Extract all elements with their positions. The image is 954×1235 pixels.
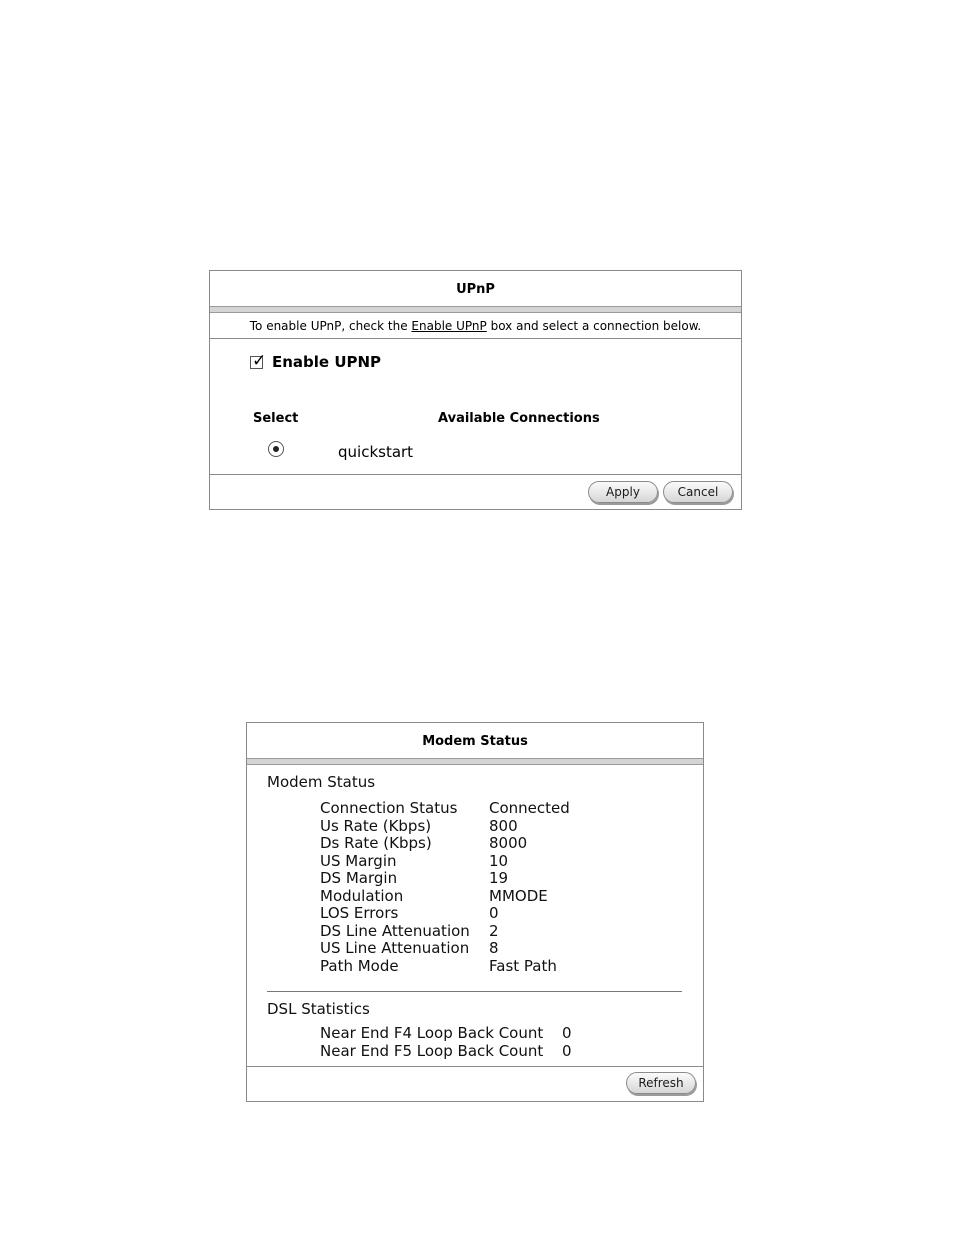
instruction-suffix: box and select a connection below. [486,319,702,333]
stat-label: Connection Status [320,799,458,817]
stat-value: MMODE [489,886,548,905]
stat-value: 10 [489,851,509,870]
modem-status-section-label: Modem Status [267,773,376,791]
check-icon: ✓ [252,351,267,371]
stat-value: Fast Path [489,956,557,975]
enable-upnp-checkbox[interactable] [250,351,267,371]
section-separator [267,991,682,992]
upnp-divider-bottom [210,474,741,475]
select-header: Select [253,411,299,426]
modem-title: Modem Status [422,734,528,749]
dsl-statistics-section-label: DSL Statistics [267,1000,370,1018]
upnp-title-bar [210,306,741,313]
upnp-divider-top [210,338,741,339]
stat-label: Ds Rate (Kbps) [320,834,432,852]
stat-label: Us Rate (Kbps) [320,816,432,835]
stat-value: 8000 [489,834,528,852]
apply-button[interactable]: Apply [588,481,658,503]
modem-divider-bottom [247,1066,703,1067]
stat-label: DS Margin [320,869,398,887]
stat-value: 800 [489,816,518,835]
connection-name: quickstart [338,443,414,461]
modem-panel [246,722,704,1102]
stat-value: Connected [489,799,570,817]
stat-value: 2 [489,921,499,940]
stat-value: 8 [489,939,499,957]
dsl-stat-label: Near End F5 Loop Back Count [320,1041,544,1060]
dsl-stat-label: Near End F4 Loop Back Count [320,1024,544,1042]
enable-upnp-link[interactable]: Enable UPnP [411,319,487,333]
stat-label: Path Mode [320,956,399,975]
upnp-panel [209,270,742,510]
stat-value: 0 [489,904,499,922]
upnp-title: UPnP [456,282,495,297]
dsl-stat-value: 0 [562,1041,572,1060]
stat-value: 19 [489,869,509,887]
instruction-prefix: To enable UPnP, check the [249,319,412,333]
upnp-instruction [210,319,741,333]
modem-title-bar [247,758,703,765]
enable-upnp-label: Enable UPNP [272,353,382,371]
dsl-stat-value: 0 [562,1024,572,1042]
cancel-button[interactable]: Cancel [663,481,733,503]
stat-label: DS Line Attenuation [320,921,470,940]
stat-label: US Line Attenuation [320,939,470,957]
radio-selected-dot [273,446,279,452]
stat-label: Modulation [320,886,404,905]
connections-header: Available Connections [438,411,600,426]
connection-radio-quickstart[interactable] [268,441,284,457]
refresh-button[interactable]: Refresh [626,1072,696,1094]
stat-label: US Margin [320,851,397,870]
stat-label: LOS Errors [320,904,399,922]
